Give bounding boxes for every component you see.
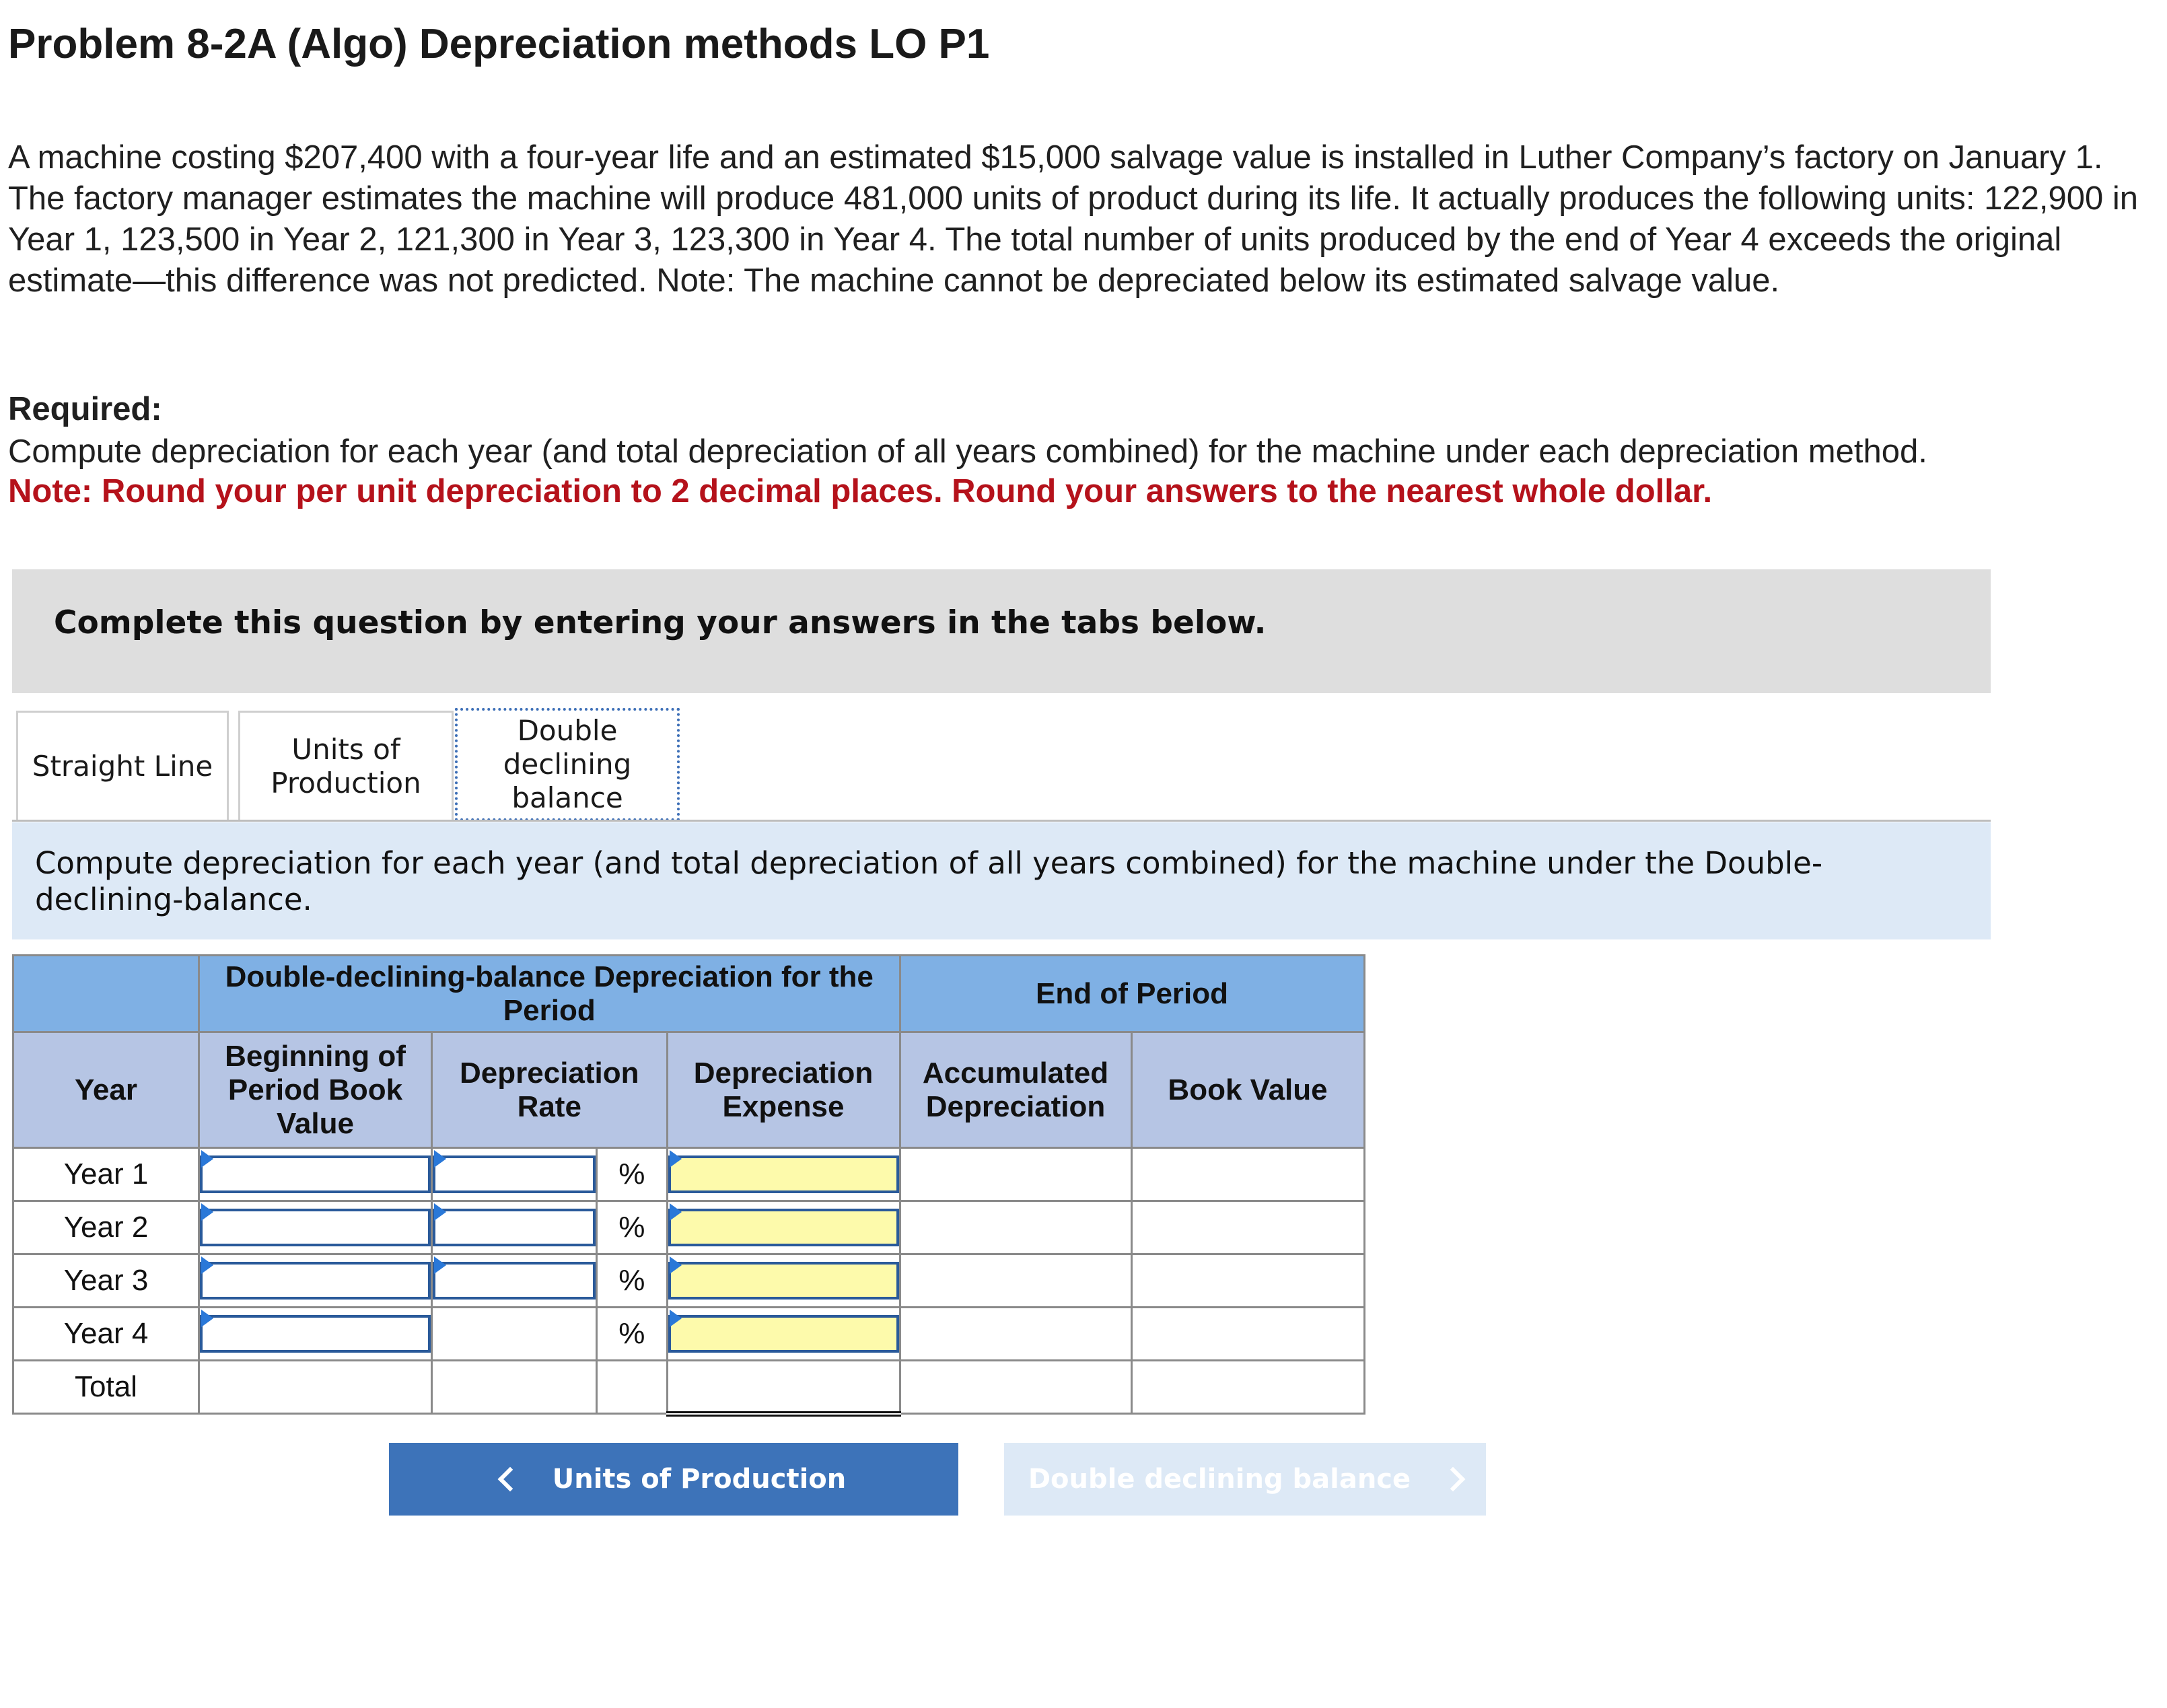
depreciation-rate-cell bbox=[432, 1148, 597, 1201]
table-row bbox=[13, 1254, 1365, 1308]
depreciation-expense-input[interactable] bbox=[668, 1155, 899, 1193]
column-header-text: Beginning of Period Book Value bbox=[225, 1039, 406, 1140]
depreciation-rate-cell bbox=[432, 1254, 597, 1308]
tab-label: Straight Line bbox=[32, 749, 213, 783]
page-title: Problem 8-2A (Algo) Depreciation methods LO P1 bbox=[8, 21, 990, 67]
row-label: Year 3 bbox=[13, 1254, 199, 1308]
group-header-period: Double-declining-balance Depreciation for the Period bbox=[199, 956, 900, 1032]
accumulated-depreciation-cell bbox=[900, 1148, 1131, 1201]
next-tab-button bbox=[1004, 1443, 1486, 1516]
column-header-text: Depreciation Rate bbox=[460, 1056, 639, 1123]
book-value-cell bbox=[1131, 1254, 1364, 1308]
entry-marker-icon bbox=[670, 1150, 682, 1168]
tab-label: Units of Production bbox=[271, 732, 421, 799]
accumulated-depreciation-cell bbox=[900, 1254, 1131, 1308]
column-header-year: Year bbox=[13, 1032, 199, 1148]
book-value-cell bbox=[1131, 1148, 1364, 1201]
previous-tab-button[interactable] bbox=[389, 1443, 958, 1516]
total-accumulated-cell bbox=[900, 1361, 1131, 1414]
total-beginning-cell bbox=[199, 1361, 432, 1414]
depreciation-table bbox=[12, 954, 1365, 1417]
entry-marker-icon bbox=[201, 1310, 213, 1327]
beginning-book-value-input[interactable] bbox=[200, 1209, 431, 1246]
chevron-right-icon bbox=[1441, 1467, 1466, 1492]
entry-marker-icon bbox=[201, 1150, 213, 1168]
depreciation-expense-cell bbox=[667, 1254, 900, 1308]
depreciation-rate-cell bbox=[432, 1201, 597, 1254]
total-depreciation-expense-cell bbox=[667, 1361, 900, 1414]
entry-marker-icon bbox=[670, 1203, 682, 1221]
tab-label: Double declining balance bbox=[503, 714, 632, 814]
group-header-end-of-period: End of Period bbox=[900, 956, 1364, 1032]
table-row bbox=[13, 1308, 1365, 1361]
column-header-depreciation-rate bbox=[432, 1032, 668, 1148]
beginning-book-value-cell bbox=[199, 1308, 432, 1361]
column-header-depreciation-expense: Depreciation Expense bbox=[667, 1032, 900, 1148]
next-tab-label: Double declining balance bbox=[1028, 1464, 1411, 1495]
total-label: Total bbox=[13, 1361, 199, 1414]
instructions-text: Complete this question by entering your answers in the tabs below. bbox=[54, 604, 1267, 641]
tab-units-of-production[interactable] bbox=[238, 711, 454, 820]
accumulated-depreciation-cell bbox=[900, 1201, 1131, 1254]
required-note: Note: Round your per unit depreciation to 2 decimal places. Round your answers to the nearest whole dollar. bbox=[8, 473, 1713, 509]
depreciation-rate-input[interactable] bbox=[433, 1155, 596, 1193]
book-value-cell bbox=[1131, 1308, 1364, 1361]
book-value-cell bbox=[1131, 1201, 1364, 1254]
beginning-book-value-input[interactable] bbox=[200, 1315, 431, 1353]
entry-marker-icon bbox=[434, 1256, 446, 1274]
column-header-book-value: Book Value bbox=[1131, 1032, 1364, 1148]
beginning-book-value-input[interactable] bbox=[200, 1155, 431, 1193]
row-label: Year 2 bbox=[13, 1201, 199, 1254]
accumulated-depreciation-cell bbox=[900, 1308, 1131, 1361]
percent-sign: % bbox=[597, 1148, 667, 1201]
row-label: Year 4 bbox=[13, 1308, 199, 1361]
tabs-divider bbox=[12, 820, 1991, 822]
beginning-book-value-input[interactable] bbox=[200, 1262, 431, 1300]
depreciation-rate-cell bbox=[432, 1308, 597, 1361]
entry-marker-icon bbox=[670, 1310, 682, 1327]
depreciation-rate-input[interactable] bbox=[433, 1209, 596, 1246]
table-row bbox=[13, 1148, 1365, 1201]
entry-marker-icon bbox=[434, 1150, 446, 1168]
depreciation-expense-input[interactable] bbox=[668, 1262, 899, 1300]
column-header-beginning-book-value bbox=[199, 1032, 432, 1148]
column-header-accumulated-depreciation: Accumulated Depreciation bbox=[900, 1032, 1131, 1148]
beginning-book-value-cell bbox=[199, 1201, 432, 1254]
required-text: Compute depreciation for each year (and total depreciation of all years combined) for the machine under each depreciation method. bbox=[8, 433, 1927, 470]
total-row bbox=[13, 1361, 1365, 1414]
instructions-banner bbox=[12, 569, 1991, 693]
entry-marker-icon bbox=[670, 1256, 682, 1274]
depreciation-expense-cell bbox=[667, 1148, 900, 1201]
depreciation-expense-input[interactable] bbox=[668, 1209, 899, 1246]
tab-description: Compute depreciation for each year (and total depreciation of all years combined) for the machine under the Double-declining-balance. bbox=[35, 845, 1823, 917]
tab-description-panel bbox=[12, 822, 1991, 939]
percent-sign: % bbox=[597, 1254, 667, 1308]
total-book-value-cell bbox=[1131, 1361, 1364, 1414]
depreciation-expense-cell bbox=[667, 1308, 900, 1361]
total-rate-cell bbox=[432, 1361, 597, 1414]
percent-sign: % bbox=[597, 1308, 667, 1361]
depreciation-expense-cell bbox=[667, 1201, 900, 1254]
chevron-left-icon bbox=[497, 1467, 522, 1492]
beginning-book-value-cell bbox=[199, 1254, 432, 1308]
tab-double-declining-balance[interactable] bbox=[455, 708, 680, 821]
table-row bbox=[13, 1201, 1365, 1254]
group-header-blank bbox=[13, 956, 199, 1032]
previous-tab-label: Units of Production bbox=[552, 1464, 847, 1495]
percent-sign: % bbox=[597, 1201, 667, 1254]
required-heading: Required: bbox=[8, 391, 162, 427]
entry-marker-icon bbox=[201, 1256, 213, 1274]
depreciation-expense-input[interactable] bbox=[668, 1315, 899, 1353]
entry-marker-icon bbox=[201, 1203, 213, 1221]
total-percent-cell bbox=[597, 1361, 667, 1414]
entry-marker-icon bbox=[434, 1203, 446, 1221]
depreciation-rate-input[interactable] bbox=[433, 1262, 596, 1300]
beginning-book-value-cell bbox=[199, 1148, 432, 1201]
row-label: Year 1 bbox=[13, 1148, 199, 1201]
tab-straight-line[interactable] bbox=[16, 711, 229, 820]
problem-description: A machine costing $207,400 with a four-year life and an estimated $15,000 salvage value is installed in Luther Company’s factory on January 1. The factory manager estimates the machine will produce 481,000 units of product during its life. It actually produces the following units: 122,900 in Year 1, 123,500 in Year 2, 121,300 in Year 3, 123,300 in Year 4. The total number of units produced by the end of Year 4 exceeds the original estimate—this difference was not predicted. Note: The machine cannot be depreciated below its estimated salvage value. bbox=[8, 139, 2138, 299]
